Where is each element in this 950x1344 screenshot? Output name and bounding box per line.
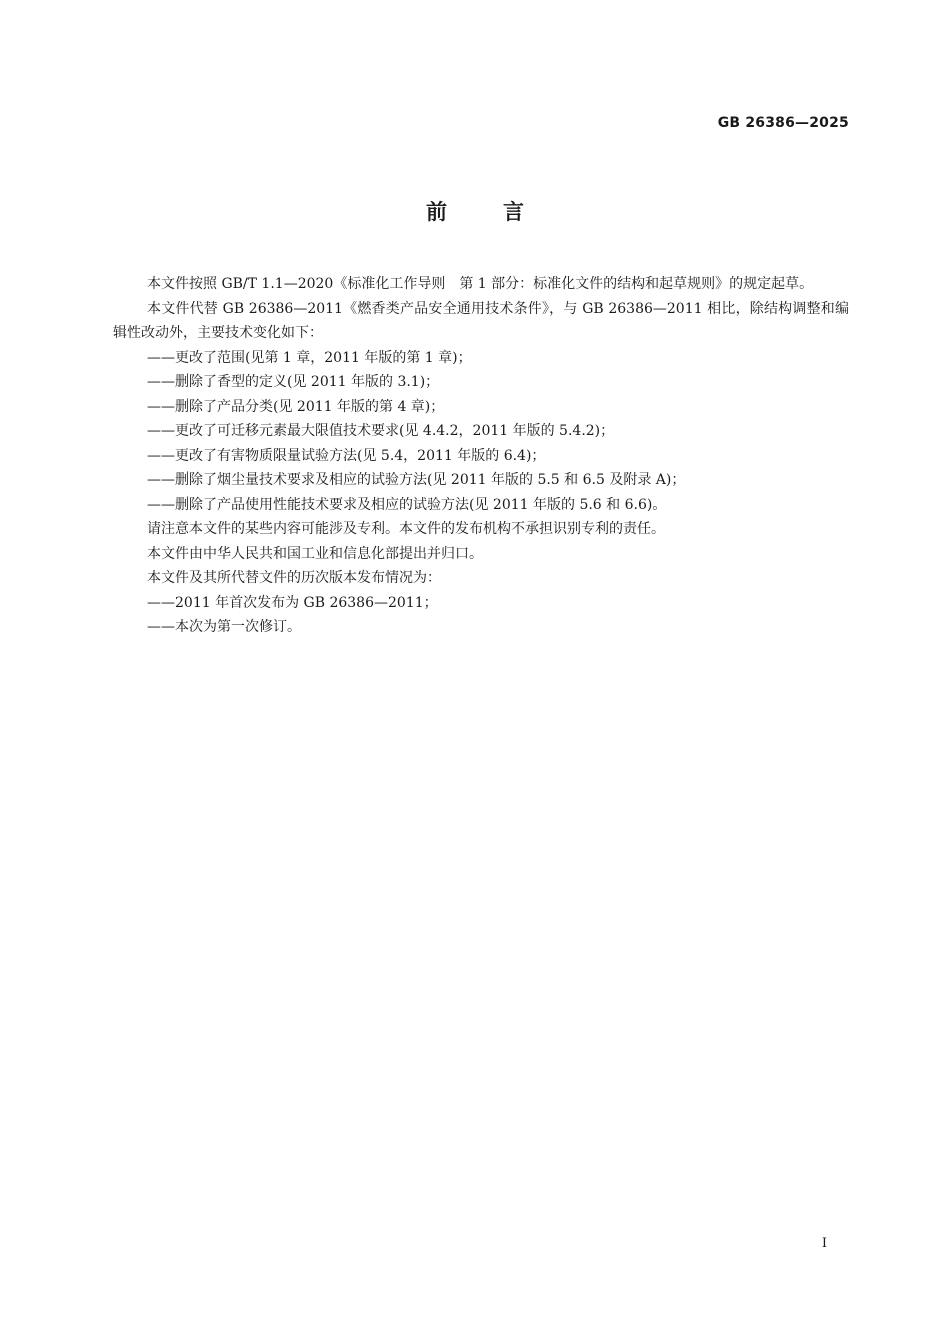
change-item: ——删除了烟尘量技术要求及相应的试验方法(见 2011 年版的 5.5 和 6.5 及附录 A)； xyxy=(147,472,686,488)
paragraph-proposer: 本文件由中华人民共和国工业和信息化部提出并归口。 xyxy=(147,545,483,562)
paragraph-replacement: 本文件代替 GB 26386—2011《燃香类产品安全通用技术条件》，与 GB 26386—2011 相比，除结构调整和编辑性改动外，主要技术变化如下： xyxy=(113,300,849,341)
history-item: ——本次为第一次修订。 xyxy=(147,619,301,635)
page-title: 前言 xyxy=(426,200,580,224)
page-number: I xyxy=(821,1236,827,1251)
change-item: ——更改了范围(见第 1 章，2011 年版的第 1 章)； xyxy=(147,349,472,366)
change-item: ——删除了产品使用性能技术要求及相应的试验方法(见 2011 年版的 5.6 和 6.6)。 xyxy=(147,496,667,513)
change-item: ——删除了香型的定义(见 2011 年版的 3.1)； xyxy=(147,374,440,390)
paragraph-drafting-rules: 本文件按照 GB/T 1.1—2020《标准化工作导则 第 1 部分：标准化文件的结构和起草规则》的规定起草。 xyxy=(147,276,814,292)
standard-code: GB 26386—2025 xyxy=(717,115,849,131)
paragraph-patent-notice: 请注意本文件的某些内容可能涉及专利。本文件的发布机构不承担识别专利的责任。 xyxy=(147,521,665,537)
paragraph-history: 本文件及其所代替文件的历次版本发布情况为： xyxy=(147,570,441,586)
history-item: ——2011 年首次发布为 GB 26386—2011； xyxy=(147,594,438,611)
change-item: ——删除了产品分类(见 2011 年版的第 4 章)； xyxy=(147,398,445,415)
change-item: ——更改了可迁移元素最大限值技术要求(见 4.4.2，2011 年版的 5.4.2)； xyxy=(147,423,615,439)
change-item: ——更改了有害物质限量试验方法(见 5.4，2011 年版的 6.4)； xyxy=(147,447,546,464)
preface-body xyxy=(113,272,849,640)
